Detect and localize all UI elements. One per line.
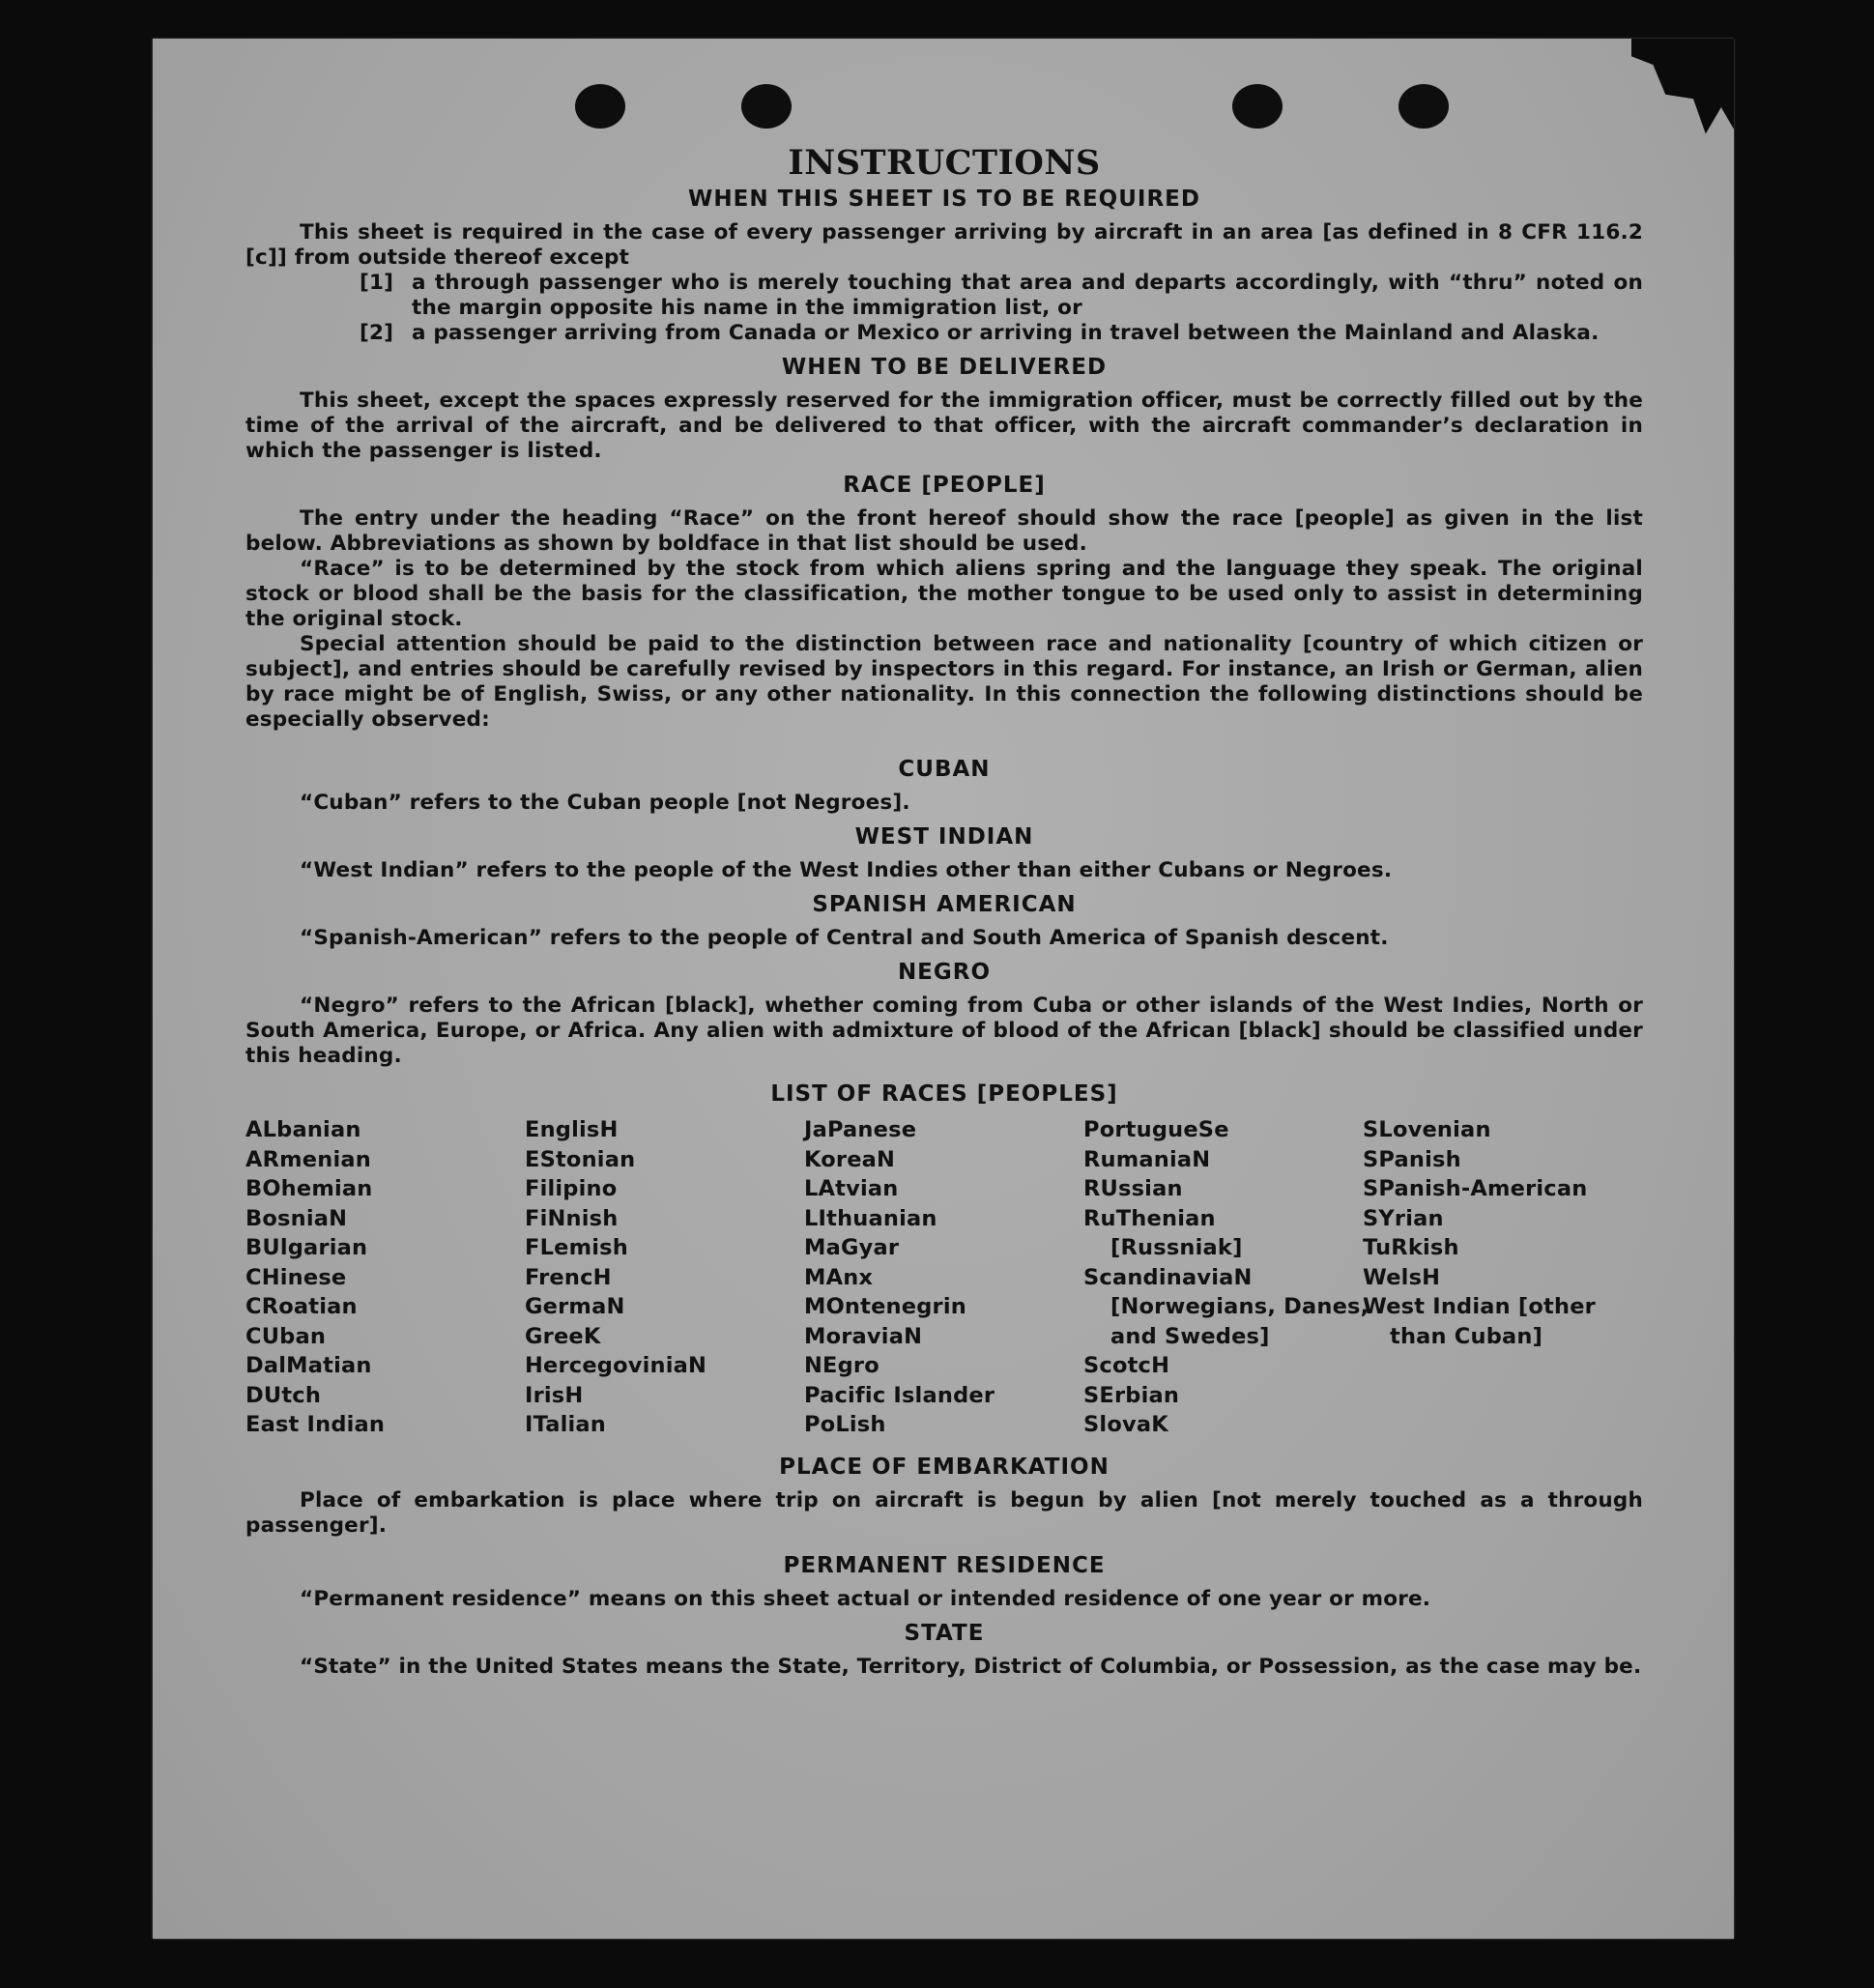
race-entry: ScotcH: [1083, 1353, 1170, 1378]
race-entry: SLovenian: [1363, 1117, 1491, 1142]
race-entry: FLemish: [525, 1235, 628, 1260]
race-entry: BOhemian: [245, 1176, 373, 1201]
race-entry: KoreaN: [804, 1146, 896, 1172]
race-entry: JaPanese: [804, 1117, 917, 1142]
embarkation-text: Place of embarkation is place where trip on aircraft is begun by alien [not merely touched as a through passenger].: [245, 1487, 1643, 1538]
race-entry: SErbian: [1083, 1382, 1180, 1408]
torn-corner: [1585, 39, 1734, 139]
race-entry: East Indian: [245, 1412, 386, 1437]
heading-negro: NEGRO: [897, 960, 992, 985]
race-entry: DalMatian: [245, 1353, 372, 1378]
exception-text: a passenger arriving from Canada or Mexico or arriving in travel between the Mainland and Alaska.: [412, 321, 1600, 345]
races-column-4: [1083, 1115, 1369, 1440]
race-entry: SPanish: [1363, 1146, 1461, 1172]
race-entry: LAtvian: [804, 1176, 899, 1201]
exception-item-2: [360, 321, 1643, 346]
races-column-3: [804, 1115, 1083, 1440]
west-indian-text: “West Indian” refers to the people of the West Indies other than either Cubans or Negroes.: [300, 858, 1393, 882]
race-entry: MOntenegrin: [804, 1294, 966, 1319]
heading-cuban: CUBAN: [898, 757, 991, 782]
exception-number: [2]: [360, 321, 394, 345]
spanish-american-text: “Spanish-American” refers to the people of Central and South America of Spanish descent.: [300, 926, 1389, 950]
race-entry: PoLish: [804, 1412, 886, 1437]
heading-west-indian: WEST INDIAN: [854, 824, 1034, 850]
race-entry: MAnx: [804, 1264, 874, 1290]
race-entry: EnglisH: [525, 1117, 619, 1142]
heading-embarkation: PLACE OF EMBARKATION: [779, 1454, 1110, 1480]
race-paragraph-2: “Race” is to be determined by the stock from which aliens spring and the language they speak. The original stock or blood shall be the basis for the classification, the mother tongue to be used only to assist in determining the original stock.: [245, 557, 1643, 631]
race-entry: RuThenian [Russniak]: [1083, 1205, 1243, 1260]
state-text: “State” in the United States means the State, Territory, District of Columbia, or Possession, as the case may be.: [300, 1654, 1642, 1679]
exception-item-1: [360, 271, 1643, 321]
race-entry: BUlgarian: [245, 1235, 368, 1260]
race-paragraph-3: Special attention should be paid to the distinction between race and nationality [country of which citizen or subject], and entries should be carefully revised by inspectors in this regard. For instance, an Irish or German, alien by race might be of English, Swiss, or any other nationality. In this connection the following distinctions should be especially observed:: [245, 632, 1643, 732]
race-entry: FrencH: [525, 1264, 612, 1290]
when-delivered-text: This sheet, except the spaces expressly reserved for the immigration officer, must be correctly filled out by the time of the arrival of the aircraft, and be delivered to that officer, with the aircraft commander’s declaration in which the passenger is listed.: [245, 389, 1643, 463]
race-entry: ScandinaviaN [Norwegians, Danes, and Swedes]: [1083, 1264, 1369, 1349]
race-entry: CHinese: [245, 1264, 347, 1290]
race-entry: Filipino: [525, 1176, 618, 1201]
race-entry: TuRkish: [1363, 1235, 1459, 1260]
permanent-residence-text: “Permanent residence” means on this sheet actual or intended residence of one year or more.: [300, 1586, 1431, 1611]
heading-race: RACE [PEOPLE]: [843, 473, 1046, 498]
race-entry: CUban: [245, 1323, 327, 1349]
race-entry: MaGyar: [804, 1235, 900, 1260]
race-entry: GermaN: [525, 1294, 625, 1319]
heading-permanent-residence: PERMANENT RESIDENCE: [783, 1552, 1106, 1578]
race-entry: PortugueSe: [1083, 1117, 1229, 1142]
punch-hole: [1232, 84, 1283, 129]
punch-hole: [1398, 84, 1449, 129]
heading-when-delivered: WHEN TO BE DELIVERED: [781, 355, 1108, 380]
races-column-1: [245, 1115, 525, 1440]
race-entry: HercegoviniaN: [525, 1353, 707, 1378]
race-entry: RumaniaN: [1083, 1146, 1211, 1172]
race-entry: IrisH: [525, 1382, 584, 1408]
page-title: INSTRUCTIONS: [788, 143, 1101, 183]
heading-list-of-races: LIST OF RACES [PEOPLES]: [770, 1081, 1118, 1107]
race-entry: EStonian: [525, 1146, 636, 1172]
race-entry: NEgro: [804, 1353, 879, 1378]
race-entry: SPanish-American: [1363, 1176, 1588, 1201]
race-entry: MoraviaN: [804, 1323, 923, 1349]
races-column-5: [1363, 1115, 1653, 1440]
races-list: [245, 1115, 1643, 1440]
race-entry: RUssian: [1083, 1176, 1183, 1201]
heading-when-required: WHEN THIS SHEET IS TO BE REQUIRED: [688, 187, 1200, 212]
race-entry: SYrian: [1363, 1205, 1444, 1231]
race-entry: GreeK: [525, 1323, 601, 1349]
race-entry: West Indian [other than Cuban]: [1363, 1294, 1596, 1349]
race-entry: BosniaN: [245, 1205, 348, 1231]
race-entry: FiNnish: [525, 1205, 619, 1231]
exception-text: a through passenger who is merely touching that area and departs accordingly, with “thru” noted on the margin opposite his name in the immigration list, or: [412, 271, 1643, 320]
race-entry: ALbanian: [245, 1117, 361, 1142]
cuban-text: “Cuban” refers to the Cuban people [not Negroes].: [300, 791, 910, 815]
race-entry: ARmenian: [245, 1146, 371, 1172]
race-entry: WelsH: [1363, 1264, 1441, 1290]
when-required-intro: This sheet is required in the case of every passenger arriving by aircraft in an area [as defined in 8 CFR 116.2 [c]] from outside thereof except: [245, 220, 1643, 270]
race-paragraph-1: The entry under the heading “Race” on the front hereof should show the race [people] as given in the list below. Abbreviations as shown by boldface in that list should be used.: [245, 506, 1643, 556]
heading-spanish-american: SPANISH AMERICAN: [812, 892, 1077, 917]
race-entry: LIthuanian: [804, 1205, 937, 1231]
races-column-2: [525, 1115, 804, 1440]
race-entry: ITalian: [525, 1412, 607, 1437]
instructions-content: [245, 143, 1643, 1680]
punch-hole: [575, 84, 625, 129]
negro-text: “Negro” refers to the African [black], whether coming from Cuba or other islands of the West Indies, North or South America, Europe, or Africa. Any alien with admixture of blood of the African [black] should be classified under this heading.: [245, 994, 1643, 1068]
race-entry: DUtch: [245, 1382, 322, 1408]
exception-number: [1]: [360, 271, 394, 295]
document-page: [153, 39, 1734, 1939]
heading-state: STATE: [904, 1620, 985, 1646]
punch-hole: [741, 84, 792, 129]
race-entry: CRoatian: [245, 1294, 358, 1319]
race-entry: SlovaK: [1083, 1412, 1168, 1437]
race-entry: Pacific Islander: [804, 1382, 995, 1408]
